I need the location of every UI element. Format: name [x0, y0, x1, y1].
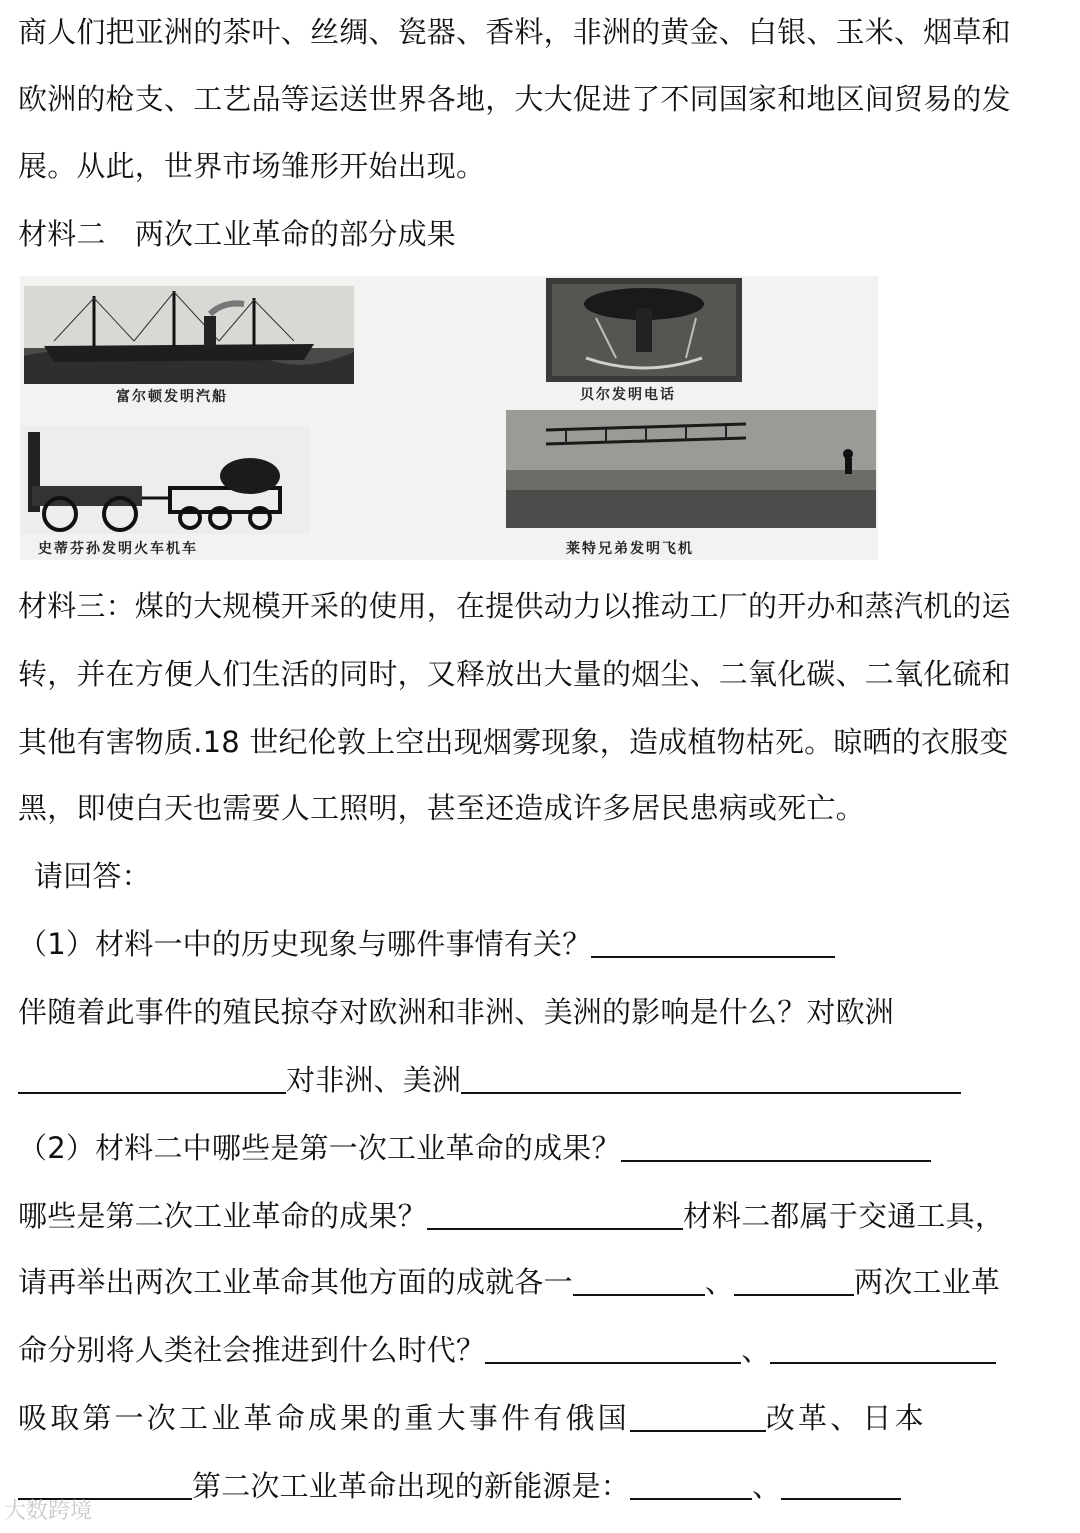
material1-line3: 展。从此，世界市场雏形开始出现。	[18, 149, 486, 183]
answer-blank-q2-era-second[interactable]	[770, 1332, 996, 1364]
watermark: 大数跨境	[4, 1499, 93, 1524]
question2-second-revolution-text: 哪些是第二次工业革命的成果？	[18, 1199, 427, 1233]
answer-blank-q2-first-revolution[interactable]	[621, 1130, 931, 1162]
answer-blank-q2-energy-second[interactable]	[781, 1468, 901, 1500]
material3-line2: 转，并在方便人们生活的同时，又释放出大量的烟尘、二氧化碳、二氧化硫和	[18, 657, 1011, 691]
question1-line3	[18, 1060, 1050, 1100]
airplane-caption: 莱特兄弟发明飞机	[566, 541, 694, 557]
steamship-photo	[24, 286, 354, 384]
question2-new-energy-text: 第二次工业革命出现的新能源是：	[192, 1469, 631, 1503]
question2-line6	[18, 1466, 1050, 1506]
answer-blank-q2-energy-first[interactable]	[630, 1468, 752, 1500]
question1-line2: 伴随着此事件的殖民掠夺对欧洲和非洲、美洲的影响是什么？对欧洲	[18, 995, 895, 1029]
question1-text: （1）材料一中的历史现象与哪件事情有关？	[18, 927, 592, 961]
material3-line3: 其他有害物质.18 世纪伦敦上空出现烟雾现象，造成植物枯死。晾晒的衣服变	[18, 725, 1009, 759]
question2-line1	[18, 1128, 1050, 1168]
question1-africa-america-label: 对非洲、美洲	[286, 1063, 462, 1097]
answer-blank-q1-europe[interactable]	[18, 1062, 286, 1094]
locomotive-photo	[20, 426, 310, 534]
question2-other-achievements-text: 请再举出两次工业革命其他方面的成就各一	[18, 1265, 573, 1299]
question2-line4	[18, 1330, 1050, 1370]
question2-line2	[18, 1196, 1050, 1236]
question2-line3	[18, 1262, 1050, 1302]
separator-comma-energy: 、	[752, 1469, 782, 1503]
inventions-figure	[20, 276, 878, 560]
question2-era-text-start: 两次工业革	[854, 1265, 1001, 1299]
material2-title: 材料二 两次工业革命的部分成果	[18, 217, 457, 251]
answer-blank-q2-russia-reform[interactable]	[630, 1400, 766, 1432]
material3-line4: 黑，即使白天也需要人工照明，甚至还造成许多居民患病或死亡。	[18, 791, 865, 825]
separator-comma: 、	[704, 1265, 735, 1299]
answer-blank-q2-achievement-first[interactable]	[573, 1264, 705, 1296]
question2-reform-text: 吸取第一次工业革命成果的重大事件有俄国	[18, 1401, 630, 1435]
separator-comma-era: 、	[741, 1333, 771, 1367]
answer-blank-q1-event[interactable]	[591, 926, 835, 958]
answer-blank-q2-second-revolution[interactable]	[427, 1198, 683, 1230]
question2-transport-text: 材料二都属于交通工具，	[682, 1199, 1005, 1233]
locomotive-caption: 史蒂芬孙发明火车机车	[38, 541, 198, 557]
question2-line5	[18, 1398, 1050, 1438]
answer-blank-q1-africa-america[interactable]	[461, 1062, 961, 1094]
answer-blank-q2-achievement-second[interactable]	[734, 1264, 854, 1296]
questions-prompt: 请回答：	[34, 859, 151, 893]
material1-line2: 欧洲的枪支、工艺品等运送世界各地，大大促进了不同国家和地区间贸易的发	[18, 82, 1011, 116]
airplane-photo	[506, 410, 876, 528]
answer-blank-q2-era-first[interactable]	[485, 1332, 741, 1364]
question2-era-text: 命分别将人类社会推进到什么时代？	[18, 1333, 486, 1367]
material3-line1: 材料三：煤的大规模开采的使用，在提供动力以推动工厂的开办和蒸汽机的运	[18, 589, 1011, 623]
telephone-photo	[546, 278, 742, 382]
question1-line1	[18, 924, 1050, 964]
question2-japan-text: 改革、日本	[765, 1401, 927, 1435]
question2-text: （2）材料二中哪些是第一次工业革命的成果？	[18, 1131, 621, 1165]
steamship-caption: 富尔顿发明汽船	[116, 389, 228, 405]
telephone-caption: 贝尔发明电话	[580, 387, 676, 403]
material1-line1: 商人们把亚洲的茶叶、丝绸、瓷器、香料，非洲的黄金、白银、玉米、烟草和	[18, 15, 1011, 49]
